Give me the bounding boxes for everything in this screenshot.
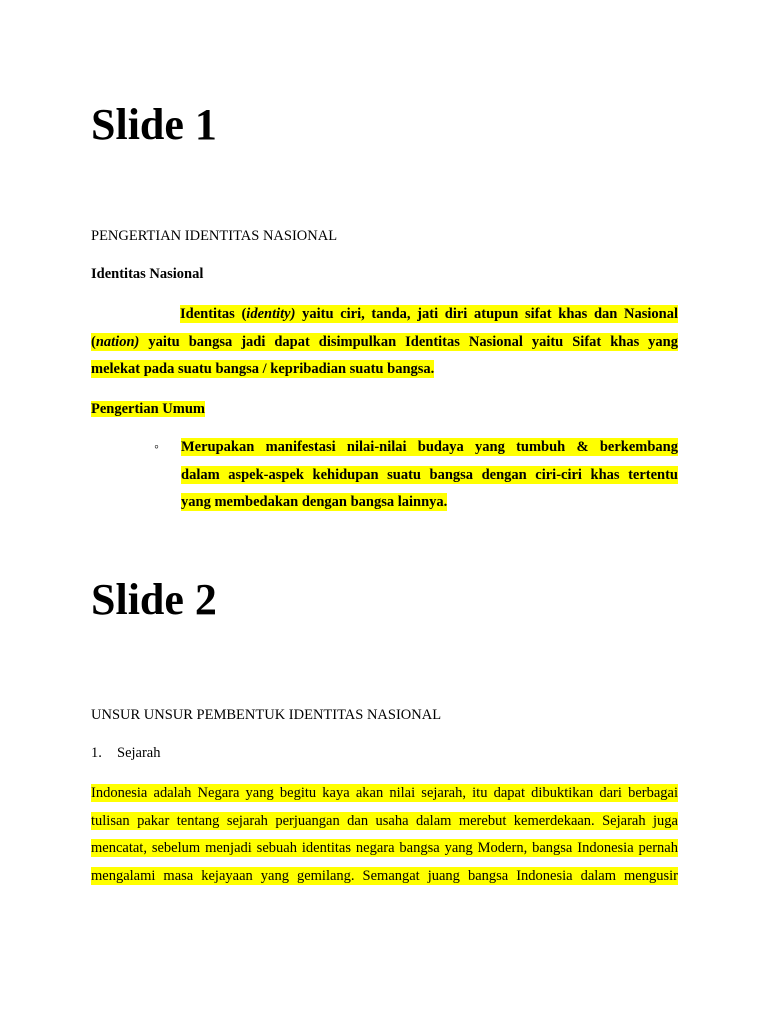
slide-1-paragraph [91, 301, 678, 384]
section-label: Pengertian Umum [91, 401, 205, 417]
item-number: 1. [91, 745, 102, 761]
slide-2-heading: UNSUR UNSUR PEMBENTUK IDENTITAS NASIONAL [91, 707, 442, 723]
slide-1-bullet-text [181, 434, 678, 517]
paragraph-line: Identitas (identity) yaitu ciri, tanda, jati diri atupun sifat khas dan Nasional [180, 306, 678, 322]
slide-1-title: Slide 1 [91, 100, 217, 149]
numbered-item-sejarah [91, 744, 160, 762]
paragraph-line: (nation) yaitu bangsa jadi dapat disimpulkan Identitas Nasional yaitu Sifat khas yang [91, 333, 678, 350]
paragraph-line: Indonesia adalah Negara yang begitu kaya akan nilai sejarah, itu dapat dibuktikan dari berbagai [91, 785, 678, 801]
bullet-line: yang membedakan dengan bangsa lainnya. [181, 494, 448, 510]
bullet-icon: ◦ [154, 440, 159, 455]
slide-2-paragraph [91, 780, 678, 890]
bullet-line: dalam aspek-aspek kehidupan suatu bangsa dengan ciri-ciri khas tertentu [181, 466, 678, 483]
item-label: Sejarah [117, 745, 161, 761]
paragraph-line: mencatat, sebelum menjadi sebuah identitas negara bangsa yang Modern, bangsa Indonesia pernah [91, 840, 678, 856]
bullet-line: Merupakan manifestasi nilai-nilai budaya yang tumbuh & berkembang [181, 439, 678, 455]
slide-2-title: Slide 2 [91, 575, 217, 624]
slide-1-subheading: Identitas Nasional [91, 266, 204, 282]
paragraph-line: tulisan pakar tentang sejarah perjuangan dan usaha dalam merebut kemerdekaan. Sejarah juga [91, 812, 678, 829]
paragraph-line: melekat pada suatu bangsa / kepribadian suatu bangsa. [91, 361, 435, 377]
slide-1-heading: PENGERTIAN IDENTITAS NASIONAL [91, 228, 338, 244]
paragraph-line: mengalami masa kejayaan yang gemilang. Semangat juang bangsa Indonesia dalam mengusir [91, 867, 678, 884]
